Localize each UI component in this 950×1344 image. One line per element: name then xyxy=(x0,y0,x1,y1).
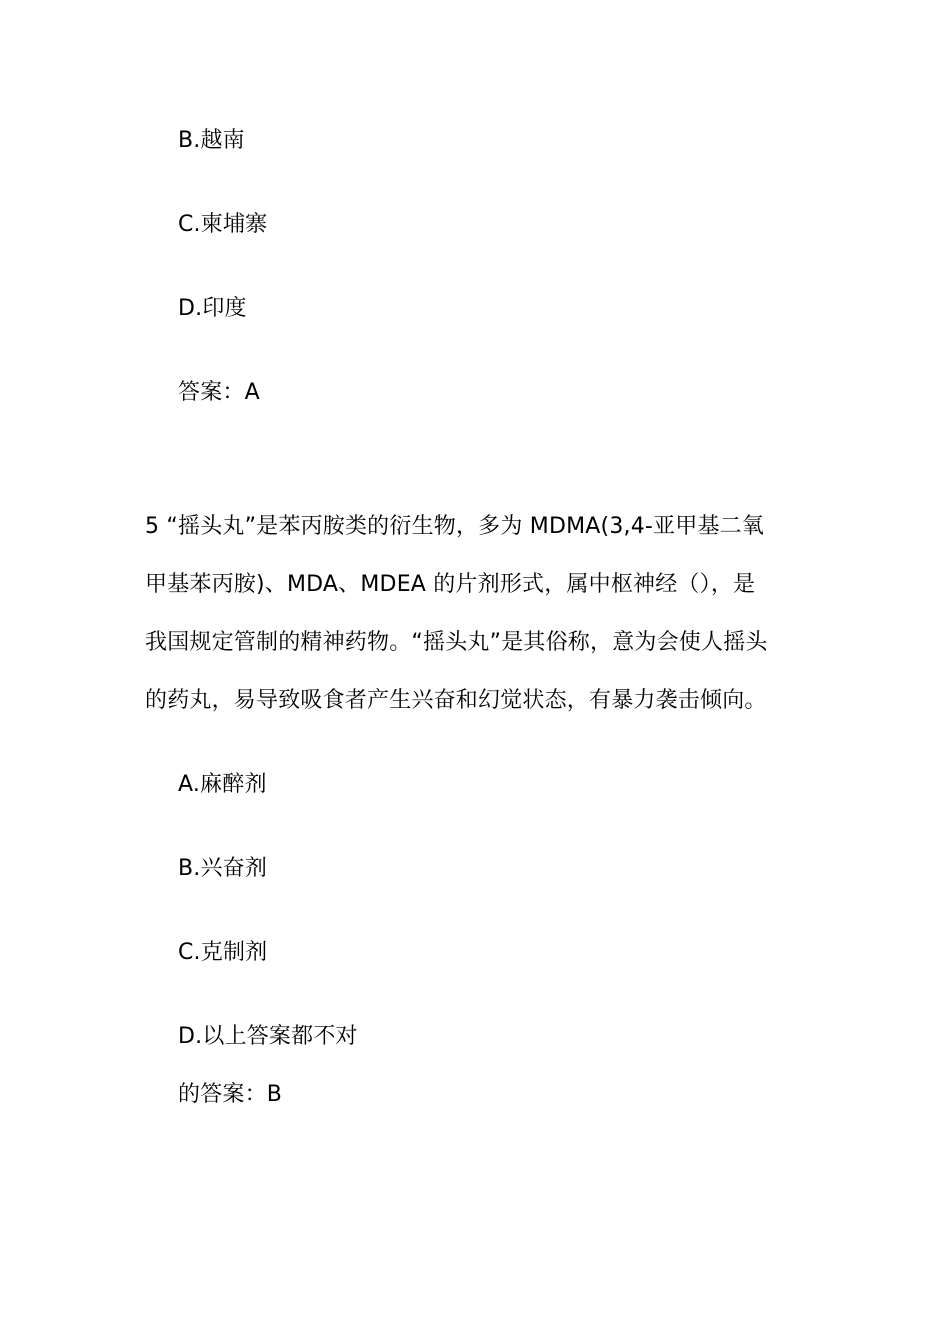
q4-option-d: D.印度 xyxy=(178,296,247,321)
q5-stem-line-3: 我国规定管制的精神药物。“摇头丸”是其俗称，意为会使人摇头 xyxy=(145,630,768,655)
q4-option-c: C.柬埔寨 xyxy=(178,212,268,237)
q5-stem-line-1: 5 “摇头丸”是苯丙胺类的衍生物，多为 MDMA(3,4-亚甲基二氧 xyxy=(145,514,765,539)
q4-answer: 答案：A xyxy=(178,380,260,405)
q5-stem-line-2: 甲基苯丙胺)、MDA、MDEA 的片剂形式，属中枢神经（），是 xyxy=(145,572,756,597)
q5-answer: 的答案：B xyxy=(178,1082,283,1107)
q5-option-c: C.克制剂 xyxy=(178,940,268,965)
q5-option-b: B.兴奋剂 xyxy=(178,856,268,881)
q5-stem-line-4: 的药丸，易导致吸食者产生兴奋和幻觉状态，有暴力袭击倾向。 xyxy=(145,688,767,713)
q4-option-b: B.越南 xyxy=(178,128,245,153)
q5-option-d: D.以上答案都不对 xyxy=(178,1024,358,1049)
q5-option-a: A.麻醉剂 xyxy=(178,772,267,797)
